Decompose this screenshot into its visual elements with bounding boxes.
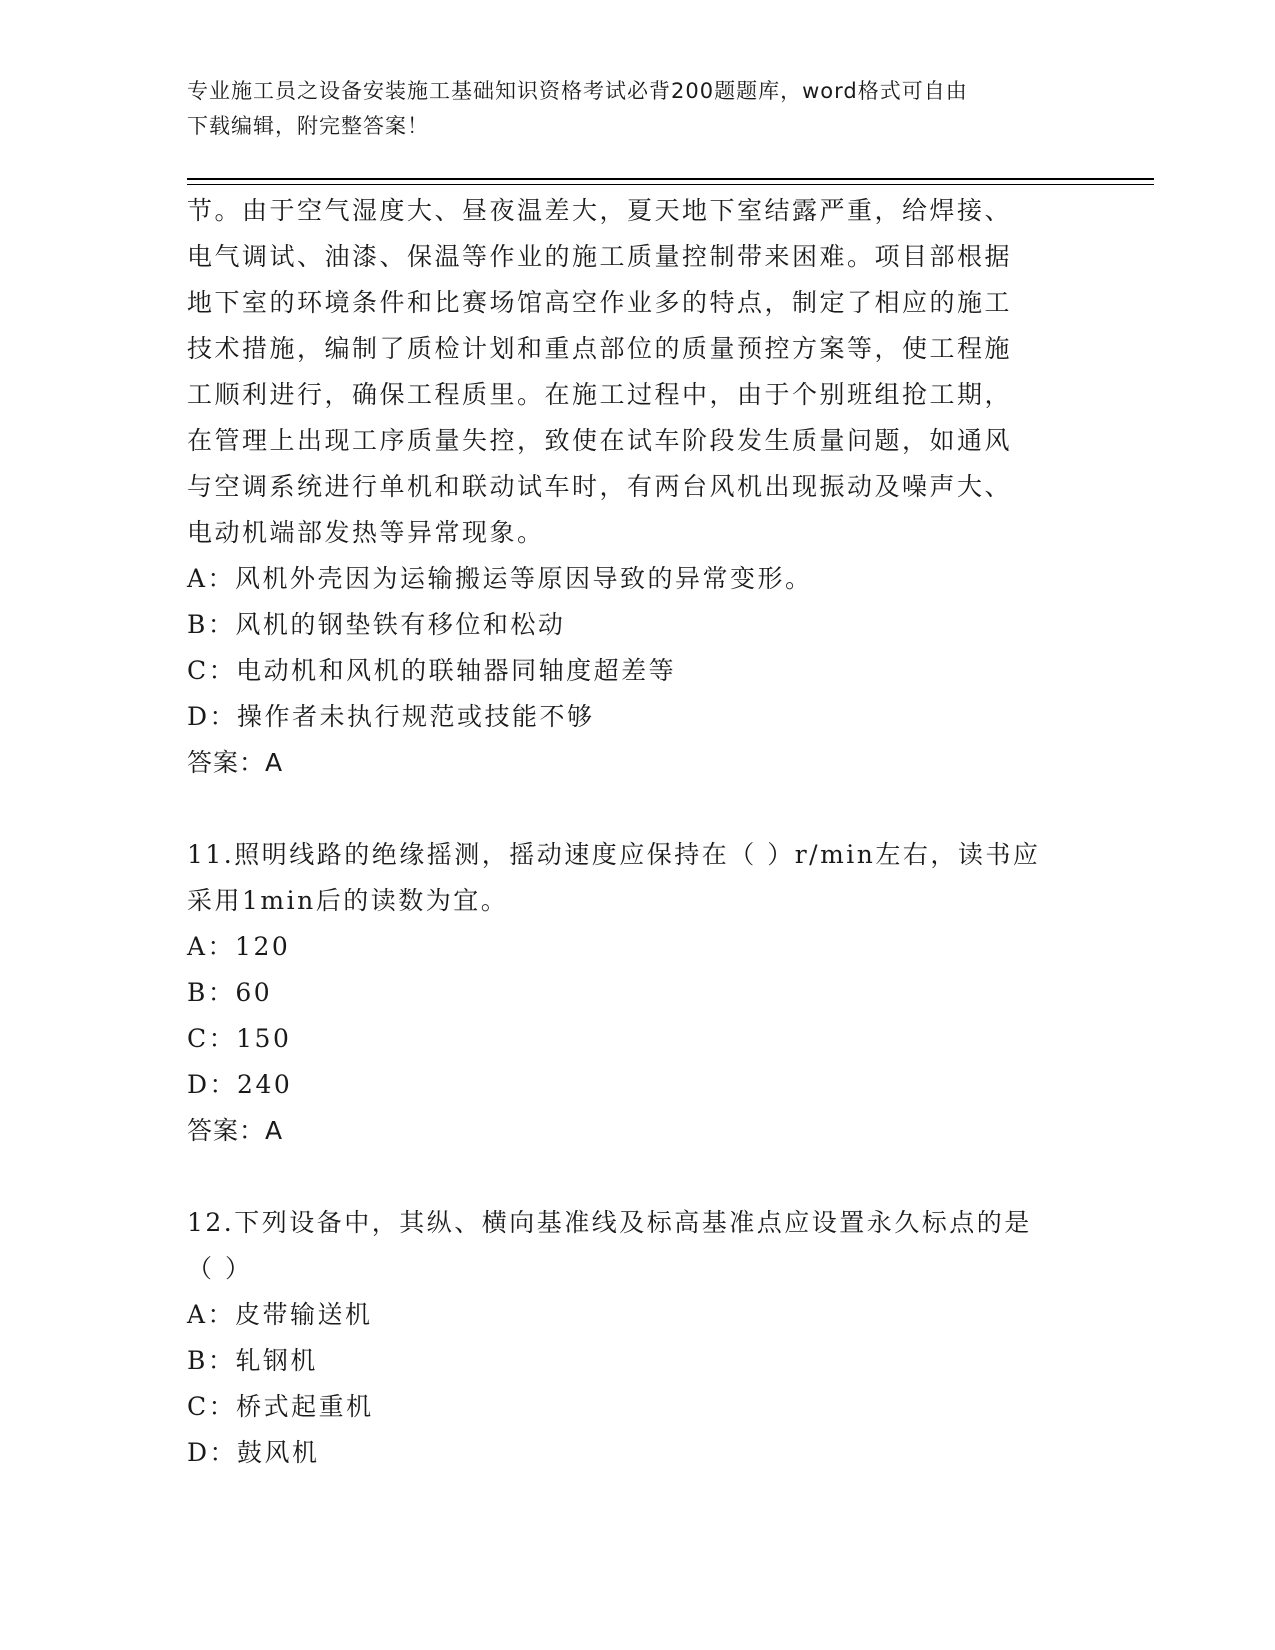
passage-line: 与空调系统进行单机和联动试车时，有两台风机出现振动及噪声大、 [187,472,1013,501]
option-b: B：轧钢机 [187,1346,318,1375]
spacer [187,786,1087,832]
header-line-2: 下载编辑，附完整答案！ [187,114,429,138]
header-rule-thick [187,178,1154,180]
header-rule-thin [187,184,1154,185]
option-c: C：150 [187,1024,292,1053]
passage-line: 技术措施，编制了质检计划和重点部位的质量预控方案等，使工程施 [187,334,1013,363]
question-text-line: 采用1min后的读数为宜。 [187,886,509,915]
option-b: B：风机的钢垫铁有移位和松动 [187,610,566,639]
question-10-passage [187,188,1087,786]
option-a: A：120 [187,932,291,961]
answer-line: 答案：A [187,1116,284,1145]
answer-line: 答案：A [187,748,284,777]
option-c: C：电动机和风机的联轴器同轴度超差等 [187,656,677,685]
option-b: B：60 [187,978,273,1007]
spacer [187,1154,1087,1200]
option-c: C：桥式起重机 [187,1392,374,1421]
header-line-1: 专业施工员之设备安装施工基础知识资格考试必背200题题库，word格式可自由 [187,79,968,103]
passage-line: 节。由于空气湿度大、昼夜温差大，夏天地下室结露严重，给焊接、 [187,196,1013,225]
question-text-line: （ ） [187,1254,253,1283]
option-d: D：操作者未执行规范或技能不够 [187,702,595,731]
passage-line: 电气调试、油漆、保温等作业的施工质量控制带来困难。项目部根据 [187,242,1013,271]
passage-line: 工顺利进行，确保工程质里。在施工过程中，由于个别班组抢工期， [187,380,1013,409]
passage-line: 电动机端部发热等异常现象。 [187,518,545,547]
passage-line: 地下室的环境条件和比赛场馆高空作业多的特点，制定了相应的施工 [187,288,1013,317]
question-11 [187,832,1087,1154]
question-text-line: 11.照明线路的绝缘摇测，摇动速度应保持在（ ）r/min左右，读书应 [187,840,1041,869]
option-a: A：皮带输送机 [187,1300,373,1329]
option-d: D：240 [187,1070,293,1099]
question-text-line: 12.下列设备中，其纵、横向基准线及标高基准点应设置永久标点的是 [187,1208,1032,1237]
document-header [187,74,1087,144]
question-12 [187,1200,1087,1476]
option-a: A：风机外壳因为运输搬运等原因导致的异常变形。 [187,564,813,593]
option-d: D：鼓风机 [187,1438,320,1467]
document-body [187,188,1087,1476]
passage-line: 在管理上出现工序质量失控，致使在试车阶段发生质量问题，如通风 [187,426,1013,455]
